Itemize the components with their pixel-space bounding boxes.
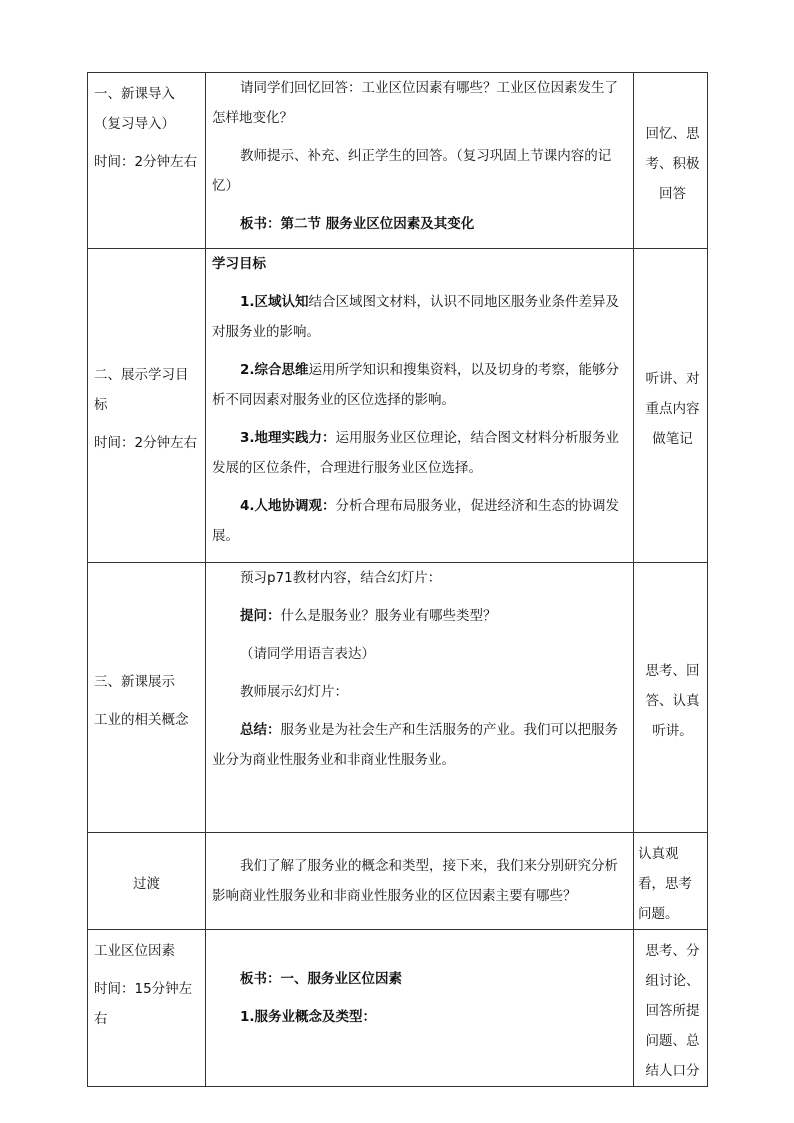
student-activity-cell — [634, 249, 708, 563]
stage-cell — [88, 833, 206, 930]
stage-title: 过渡 — [133, 876, 160, 892]
board-note: 板书：第二节 服务业区位因素及其变化 — [240, 216, 475, 232]
student-activity-cell — [634, 563, 708, 833]
stage-time: 时间：2分钟左右 — [94, 434, 198, 451]
content-paragraph: 预习p71教材内容，结合幻灯片： — [240, 570, 442, 586]
stage-title: 一、新课导入（复习导入） — [94, 86, 175, 132]
lesson-plan-table — [87, 72, 708, 1087]
content-paragraph: 1.服务业概念及类型： — [240, 1009, 377, 1025]
content-paragraph: 我们了解了服务业的概念和类型，接下来，我们来分别研究分析影响商业性服务业和非商业性服务业的区位因素主要有哪些？ — [212, 858, 618, 904]
board-note: 板书：一、服务业区位因素 — [240, 971, 402, 987]
student-activity: 认真观看，思考问题。 — [638, 846, 692, 922]
goal-item: 3.地理实践力：运用服务业区位理论，结合图文材料分析服务业发展的区位条件，合理进行服务业区位选择。 — [212, 430, 620, 476]
table-row — [88, 833, 708, 930]
content-cell — [206, 73, 634, 249]
table-row — [88, 73, 708, 249]
content-paragraph: （请同学用语言表达） — [240, 646, 375, 662]
goal-item: 1.区域认知结合区域图文材料，认识不同地区服务业条件差异及对服务业的影响。 — [212, 294, 620, 340]
student-activity-cell — [634, 833, 708, 930]
table-row — [88, 249, 708, 563]
question-paragraph: 提问：什么是服务业？服务业有哪些类型？ — [240, 608, 497, 624]
student-activity-cell — [634, 930, 708, 1087]
content-cell — [206, 833, 634, 930]
table-row — [88, 930, 708, 1087]
student-activity: 思考、回答、认真听讲。 — [645, 662, 700, 739]
student-activity-cell — [634, 73, 708, 249]
content-cell — [206, 249, 634, 563]
stage-title: 二、展示学习目标 — [94, 366, 189, 413]
content-paragraph: 请同学们回忆回答：工业区位因素有哪些？工业区位因素发生了怎样地变化？ — [212, 80, 618, 126]
goals-heading: 学习目标 — [212, 256, 266, 272]
goal-item: 2.综合思维运用所学知识和搜集资料，以及切身的考察，能够分析不同因素对服务业的区位选择的影响。 — [212, 362, 620, 408]
content-paragraph: 教师提示、补充、纠正学生的回答。（复习巩固上节课内容的记忆） — [212, 148, 612, 194]
stage-cell — [88, 249, 206, 563]
student-activity: 思考、分组讨论、回答所提问题、总结人口分 — [645, 943, 700, 1079]
stage-subtitle: 工业的相关概念 — [94, 711, 189, 728]
student-activity: 听讲、对重点内容做笔记 — [645, 370, 700, 447]
table-row — [88, 563, 708, 833]
content-cell — [206, 563, 634, 833]
goal-item: 4.人地协调观：分析合理布局服务业，促进经济和生态的协调发展。 — [212, 498, 620, 544]
stage-title: 三、新课展示 — [94, 673, 175, 690]
stage-cell — [88, 563, 206, 833]
content-cell — [206, 930, 634, 1087]
stage-title: 工业区位因素 — [94, 943, 175, 959]
stage-cell — [88, 930, 206, 1087]
stage-time: 时间：2分钟左右 — [94, 154, 198, 170]
content-paragraph: 教师展示幻灯片： — [240, 684, 348, 700]
stage-time: 时间：15分钟左右 — [94, 981, 193, 1027]
stage-cell — [88, 73, 206, 249]
student-activity: 回忆、思考、积极回答 — [645, 125, 700, 202]
summary-paragraph: 总结：服务业是为社会生产和生活服务的产业。我们可以把服务业分为商业性服务业和非商业性服务业。 — [212, 722, 618, 768]
